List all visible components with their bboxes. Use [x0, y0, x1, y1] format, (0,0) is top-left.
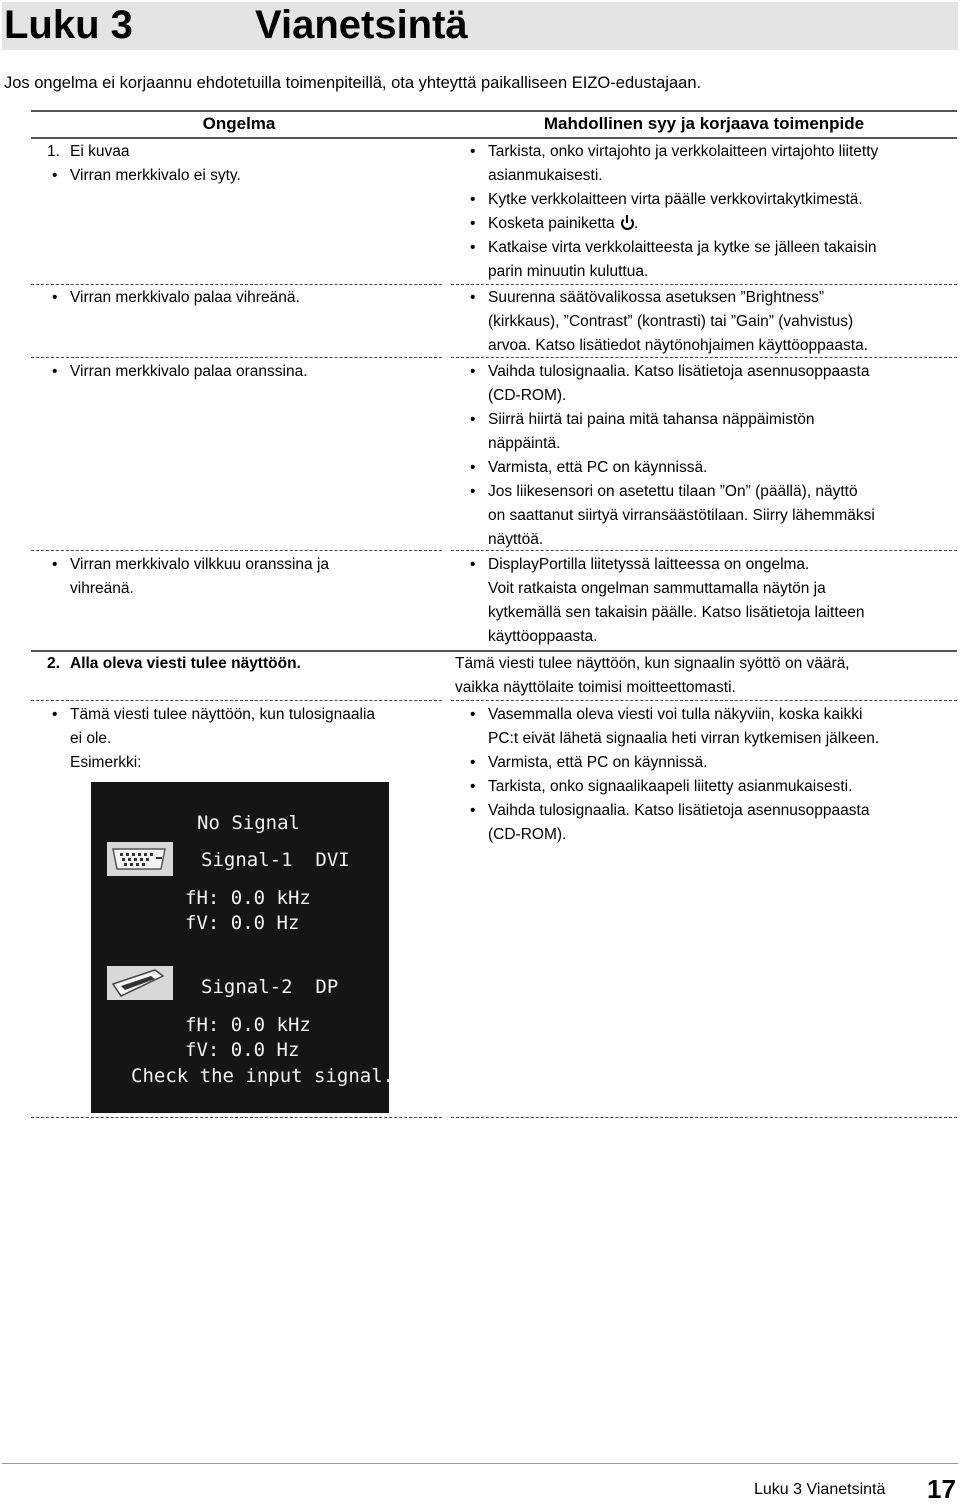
problem-item: Virran merkkivalo ei syty. [70, 167, 241, 184]
action-text: Tarkista, onko virtajohto ja verkkolaitteen virtajohto liitetty [488, 143, 879, 160]
problem-item: Virran merkkivalo palaa vihreänä. [70, 289, 300, 306]
bullet: • [52, 706, 58, 723]
action-1d [470, 553, 950, 649]
problem-item: Virran merkkivalo vilkkuu oranssina ja [70, 556, 330, 573]
action-text: parin minuutin kuluttua. [488, 263, 649, 280]
osd-fh-1: fH: 0.0 kHz [185, 887, 311, 909]
problem-1b [52, 286, 437, 310]
problem-number: 2. [47, 655, 60, 672]
table-bottom-border [31, 1117, 442, 1118]
row-divider [451, 284, 957, 285]
problem-2a [52, 703, 437, 775]
no-signal-screen-example [91, 782, 395, 1113]
action-text: . [633, 215, 639, 232]
bullet: • [470, 143, 476, 160]
displayport-connector-icon [107, 966, 173, 1000]
chapter-title: Vianetsintä [255, 3, 468, 47]
osd-fv-1: fV: 0.0 Hz [185, 912, 300, 934]
chapter-header [2, 2, 958, 50]
action-text: Tämä viesti tulee näyttöön, kun signaalin syöttö on väärä, [455, 655, 850, 672]
bullet: • [470, 706, 476, 723]
column-header-problem: Ongelma [202, 114, 276, 133]
example-label: Esimerkki: [70, 754, 142, 771]
bullet: • [470, 483, 476, 500]
action-text: on saattanut siirtyä virransäästötilaan. Siirry lähemmäksi [488, 507, 875, 524]
action-2a [470, 703, 950, 847]
problem-title: Alla oleva viesti tulee näyttöön. [70, 655, 301, 672]
footer-chapter: Luku 3 Vianetsintä [754, 1481, 886, 1498]
bullet: • [470, 754, 476, 771]
bullet: • [52, 556, 58, 573]
bullet: • [52, 289, 58, 306]
bullet: • [470, 411, 476, 428]
action-text: Vasemmalla oleva viesti voi tulla näkyviin, koska kaikki [488, 706, 863, 723]
bullet: • [52, 167, 58, 184]
dvi-connector-icon [107, 842, 173, 876]
action-text: Vaihda tulosignaalia. Katso lisätietoja asennusoppaasta [488, 802, 870, 819]
action-text: Kytke verkkolaitteen virta päälle verkkovirtakytkimestä. [488, 191, 863, 208]
footer-divider [2, 1463, 958, 1464]
row-divider [31, 357, 442, 358]
osd-signal-2: Signal-2 DP [201, 976, 339, 998]
column-header-action: Mahdollinen syy ja korjaava toimenpide [543, 114, 865, 133]
action-text: (CD-ROM). [488, 826, 567, 843]
problem-title: Ei kuvaa [70, 143, 130, 160]
action-text: (kirkkaus), ”Contrast” (kontrasti) tai ”Gain” (vahvistus) [488, 313, 854, 330]
row-divider [31, 700, 442, 701]
intro-text: Jos ongelma ei korjaannu ehdotetuilla toimenpiteillä, ota yhteyttä paikalliseen EIZO-edustajaan. [4, 74, 702, 92]
osd-check-signal: Check the input signal. [131, 1065, 395, 1087]
action-text: Siirrä hiirtä tai paina mitä tahansa näppäimistön [488, 411, 815, 428]
osd-signal-1: Signal-1 DVI [201, 849, 350, 871]
osd-fv-2: fV: 0.0 Hz [185, 1039, 300, 1061]
problem-2 [47, 652, 437, 676]
bullet: • [470, 556, 476, 573]
action-text: (CD-ROM). [488, 387, 567, 404]
problem-1c [52, 360, 437, 384]
bullet: • [470, 778, 476, 795]
row-divider [451, 700, 957, 701]
osd-fh-2: fH: 0.0 kHz [185, 1014, 311, 1036]
power-button-icon [621, 217, 634, 230]
bullet: • [470, 191, 476, 208]
action-1a [470, 140, 950, 284]
bullet: • [470, 459, 476, 476]
problem-1d [52, 553, 437, 601]
action-text: Vaihda tulosignaalia. Katso lisätietoja asennusoppaasta [488, 363, 870, 380]
problem-1 [47, 140, 437, 188]
action-text: Katkaise virta verkkolaitteesta ja kytke se jälleen takaisin [488, 239, 877, 256]
action-text: Varmista, että PC on käynnissä. [488, 459, 708, 476]
action-text: Tarkista, onko signaalikaapeli liitetty asianmukaisesti. [488, 778, 853, 795]
problem-number: 1. [47, 143, 60, 160]
bullet: • [470, 802, 476, 819]
problem-item: Tämä viesti tulee näyttöön, kun tulosignaalia [70, 706, 376, 723]
row-divider [31, 550, 442, 551]
action-text: arvoa. Katso lisätiedot näytönohjaimen käyttöoppaasta. [488, 337, 868, 354]
action-text: Varmista, että PC on käynnissä. [488, 754, 708, 771]
chapter-number: Luku 3 [4, 3, 133, 47]
problem-item: Virran merkkivalo palaa oranssina. [70, 363, 308, 380]
bullet: • [470, 215, 476, 232]
row-divider [31, 284, 442, 285]
page-number: 17 [927, 1474, 956, 1504]
bullet: • [470, 363, 476, 380]
bullet: • [470, 239, 476, 256]
table-bottom-border [451, 1117, 957, 1118]
bullet: • [52, 363, 58, 380]
action-1b [470, 286, 950, 358]
action-text: asianmukaisesti. [488, 167, 603, 184]
problem-item: vihreänä. [70, 580, 134, 597]
action-text: käyttöoppaasta. [488, 628, 598, 645]
bullet: • [470, 289, 476, 306]
action-text: Suurenna säätövalikossa asetuksen ”Brightness” [488, 289, 825, 306]
action-2-intro [455, 652, 950, 700]
problem-item: ei ole. [70, 730, 112, 747]
table-header-border [31, 137, 957, 139]
action-text: näppäintä. [488, 435, 561, 452]
osd-no-signal: No Signal [197, 812, 300, 834]
action-text: kytkemällä sen takaisin päälle. Katso lisätietoja laitteen [488, 604, 865, 621]
action-1c [470, 360, 950, 552]
action-text: näyttöä. [488, 531, 544, 548]
action-text: PC:t eivät lähetä signaalia heti virran kytkemisen jälkeen. [488, 730, 880, 747]
action-text: vaikka näyttölaite toimisi moitteettomasti. [455, 679, 736, 696]
action-text: Kosketa painiketta [488, 215, 615, 232]
action-text: DisplayPortilla liitetyssä laitteessa on ongelma. [488, 556, 810, 573]
action-text: Voit ratkaista ongelman sammuttamalla näytön ja [488, 580, 826, 597]
action-text: Jos liikesensori on asetettu tilaan ”On” (päällä), näyttö [488, 483, 858, 500]
